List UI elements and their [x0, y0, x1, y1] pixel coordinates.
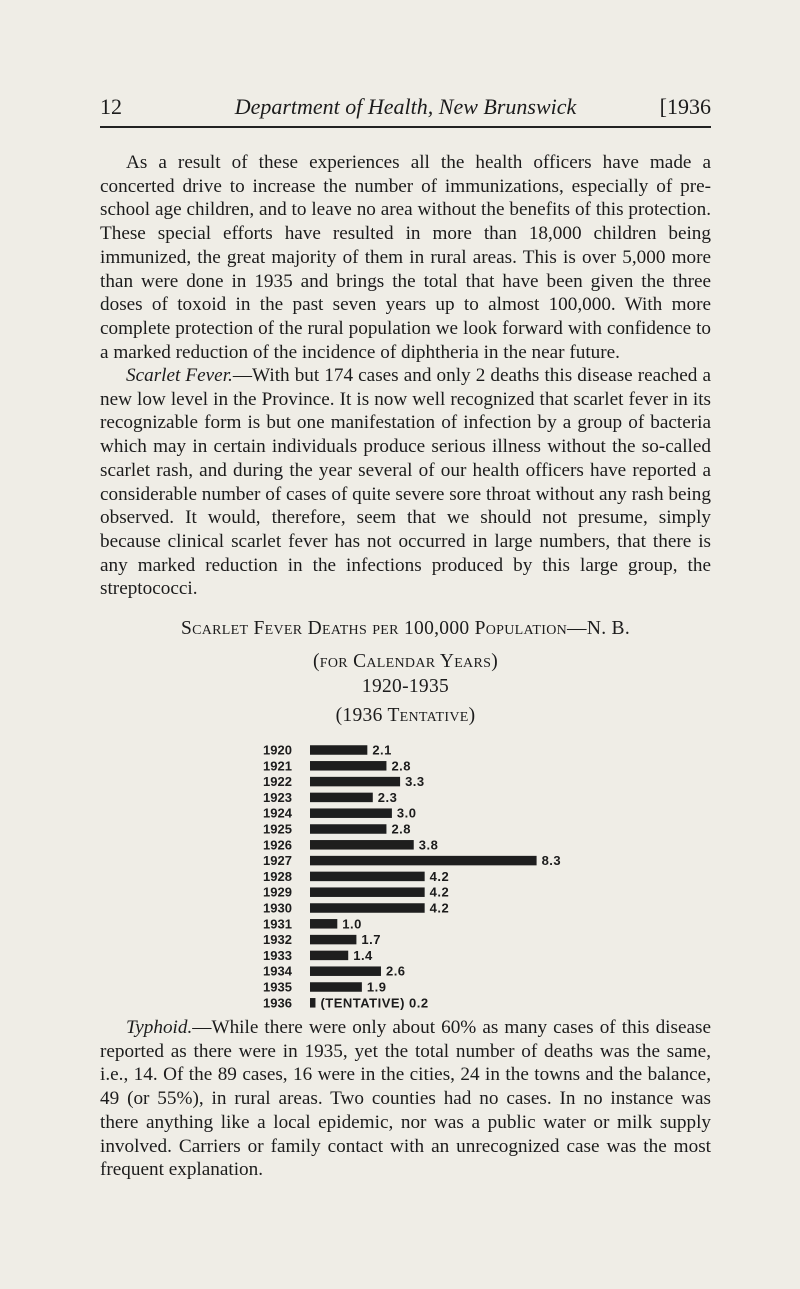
bar-1925: [310, 824, 386, 834]
year-label-1930: 1930: [263, 900, 292, 916]
bar-1930: [310, 903, 425, 913]
year-label-1921: 1921: [263, 758, 292, 774]
chart-subtitle-2: 1920-1935: [361, 676, 450, 697]
value-label-1929: 4.2: [429, 884, 450, 900]
bar-1931: [310, 919, 337, 929]
chart-title: Scarlet Fever Deaths per 100,000 Population—N. B.: [180, 618, 631, 639]
bar-1923: [310, 793, 373, 803]
paragraph-immunization: As a result of these experiences all the health officers have made a concerted drive to increase the number of immunizations, especially of pre-school age children, and to leave no area without the benefits of this protection. These special efforts have resulted in more than 18,000 children being immunized, the great majority of them in rural areas. This is over 5,000 more than were done in 1935 and brings the total that have been given the three doses of toxoid in the past seven years up to almost 100,000. With more complete protection of the rural population we look forward with confidence to a marked reduction of the incidence of diphtheria in the near future.: [100, 152, 711, 363]
value-label-1922: 3.3: [405, 774, 425, 790]
value-label-1926: 3.8: [418, 837, 439, 853]
year-label-1929: 1929: [263, 884, 292, 900]
year-label-1928: 1928: [263, 868, 292, 884]
bar-1921: [310, 761, 386, 771]
year-label-1935: 1935: [263, 979, 292, 995]
value-label-1934: 2.6: [385, 963, 406, 979]
bar-1932: [310, 935, 356, 945]
bar-1934: [310, 966, 381, 976]
bar-1929: [310, 887, 425, 897]
year-label-1936: 1936: [263, 995, 292, 1011]
chart-subtitle-1: (for Calendar Years): [312, 651, 498, 672]
typhoid-heading: Typhoid.: [126, 1017, 193, 1038]
bar-1928: [310, 872, 425, 882]
year-label-1934: 1934: [263, 963, 292, 979]
bar-1927: [310, 856, 537, 866]
year-label-1923: 1923: [263, 789, 292, 805]
year-label-1931: 1931: [263, 916, 292, 932]
value-label-1921: 2.8: [391, 758, 412, 774]
year-label-1924: 1924: [263, 805, 292, 821]
paragraph-typhoid: [100, 1016, 711, 1182]
bar-1926: [310, 840, 414, 850]
bar-1924: [310, 808, 392, 818]
year-label-1932: 1932: [263, 932, 292, 948]
value-label-1933: 1.4: [353, 947, 373, 963]
bar-1933: [310, 951, 348, 961]
year-label-1925: 1925: [263, 821, 292, 837]
typhoid-text: —While there were only about 60% as many cases of this disease reported as there were in 1935, yet the total number of deaths was the same, i.e., 14. Of the 89 cases, 16 were in the cities, 24 in the towns and the balance, 49 (or 55%), in rural areas. Two counties had no cases. In no instance was there anything like a local epidemic, nor was a public water or milk supply involved. Carriers or family contact with an unrecognized case was the most frequent explanation.: [100, 1017, 711, 1181]
bar-1935: [310, 982, 362, 992]
scarlet-fever-text: —With but 174 cases and only 2 deaths this disease reached a new low level in the Province. It is now well recognized that scarlet fever in its recognizable form is but one manifestation of infection by a group of bacteria which may in certain individuals produce serious illness without the so-called scarlet rash, and during the year several of our health officers have reported a considerable number of cases of quite severe sore throat without any rash being observed. It would, therefore, seem that we should not presume, simply because clinical scarlet fever has not occurred in large numbers, that there is any marked reduction in the infections produced by this large group, the streptococci.: [100, 365, 711, 600]
page-year: [1936: [659, 94, 711, 119]
chart-subtitle-3: (1936 Tentative): [335, 705, 476, 726]
value-label-1936: (TENTATIVE) 0.2: [320, 995, 429, 1011]
value-label-1935: 1.9: [366, 979, 387, 995]
value-label-1924: 3.0: [396, 805, 417, 821]
value-label-1930: 4.2: [429, 900, 450, 916]
year-label-1922: 1922: [263, 774, 292, 790]
year-label-1926: 1926: [263, 837, 292, 853]
bar-1922: [310, 777, 400, 787]
value-label-1931: 1.0: [342, 916, 362, 932]
value-label-1932: 1.7: [361, 932, 381, 948]
page-number: 12: [100, 94, 122, 119]
scarlet-fever-heading: Scarlet Fever.: [126, 365, 233, 386]
running-title: Department of Health, New Brunswick: [234, 94, 577, 119]
value-label-1925: 2.8: [391, 821, 412, 837]
value-label-1920: 2.1: [372, 742, 392, 758]
year-label-1920: 1920: [263, 742, 292, 758]
year-label-1933: 1933: [263, 947, 292, 963]
bar-1936: [310, 998, 315, 1008]
value-label-1923: 2.3: [377, 789, 398, 805]
value-label-1927: 8.3: [541, 853, 562, 869]
year-label-1927: 1927: [263, 853, 292, 869]
value-label-1928: 4.2: [429, 868, 450, 884]
bar-1920: [310, 745, 367, 755]
